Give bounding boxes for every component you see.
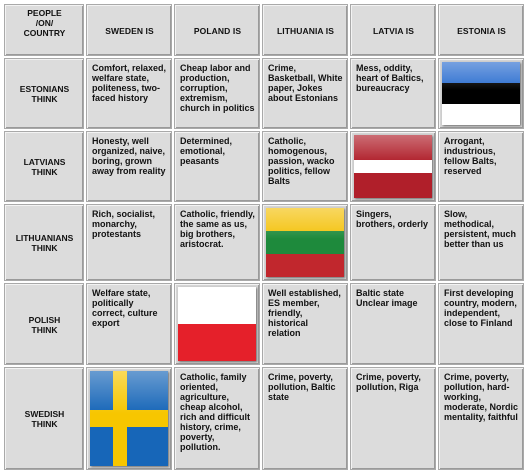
flag-gloss [178,287,256,320]
table-cell: Baltic state Unclear image [350,283,436,365]
row-header-estonians [4,58,84,129]
estonia-flag-icon [442,62,520,125]
flag-gloss [90,371,168,414]
column-header-estonia: ESTONIA IS [438,4,524,56]
table-cell: Catholic, homogenous, passion, wacko politics, fellow Balts [262,131,348,202]
row-header-polish [4,283,84,365]
column-header-sweden: SWEDEN IS [86,4,172,56]
row-header-lithuanians [4,204,84,281]
column-header-lithuania: LITHUANIA IS [262,4,348,56]
row-header-line: LITHUANIANS [15,233,74,243]
lithuania-flag-icon [266,208,344,277]
row-header-line: THINK [31,419,58,429]
row-header-line: THINK [31,324,58,335]
corner-header [4,4,84,56]
table-row [4,131,524,202]
row-header-line: SWEDISH [24,409,65,419]
sweden-flag-icon [90,371,168,466]
header-row [4,4,524,56]
corner-line: COUNTRY [23,28,66,38]
flag-stripe [266,254,344,277]
table-cell: First developing country, modern, independent, close to Finland [438,283,524,365]
row-header-line: POLISH [28,314,61,325]
table-cell: Singers, brothers, orderly [350,204,436,281]
row-header-line: ESTONIANS [19,84,70,94]
flag-stripe [442,104,520,125]
column-header-poland: POLAND IS [174,4,260,56]
flag-cell-poland [174,283,260,365]
flag-cell-sweden [86,367,172,470]
row-header-line: LATVIANS [23,157,66,167]
table-cell: Crime, poverty, pollution, hard-working, moderate, Nordic mentality, faithful [438,367,524,470]
table-row [4,283,524,365]
corner-line: /ON/ [35,18,54,28]
table-cell: Rich, socialist, monarchy, protestants [86,204,172,281]
row-header-line: THINK [31,94,58,104]
poland-flag-icon [178,287,256,361]
table-row [4,367,524,470]
table-cell: Welfare state, politically correct, culture export [86,283,172,365]
row-header-swedish [4,367,84,470]
flag-cell-lithuania [262,204,348,281]
flag-cell-latvia [350,131,436,202]
table-cell: Well established, ES member, friendly, historical relation [262,283,348,365]
table-cell: Catholic, friendly, the same as us, big brothers, aristocrat. [174,204,260,281]
table-cell: Crime, poverty, pollution, Baltic state [262,367,348,470]
flag-stripe [354,173,432,198]
flag-gloss [354,135,432,163]
column-header-latvia: LATVIA IS [350,4,436,56]
table-cell: Crime, poverty, pollution, Riga [350,367,436,470]
table-cell: Crime, Basketball, White paper, Jokes about Estonians [262,58,348,129]
table-row [4,58,524,129]
stereotypes-table [2,2,526,472]
latvia-flag-icon [354,135,432,198]
row-header-line: THINK [31,243,58,253]
table-cell: Arrogant, industrious, fellow Balts, reserved [438,131,524,202]
table-cell: Mess, oddity, heart of Baltics, bureaucracy [350,58,436,129]
flag-gloss [266,208,344,239]
table-cell: Slow, methodical, persistent, much better than us [438,204,524,281]
row-header-line: THINK [31,167,58,177]
row-header-latvians [4,131,84,202]
corner-line: PEOPLE [27,8,62,18]
flag-cell-estonia [438,58,524,129]
table-row [4,204,524,281]
flag-stripe [178,324,256,361]
table-cell: Comfort, relaxed, welfare state, politeness, two-faced history [86,58,172,129]
table-cell: Cheap labor and production, corruption, extremism, church in politics [174,58,260,129]
table-cell: Determined, emotional, peasants [174,131,260,202]
flag-gloss [442,62,520,90]
table-cell: Honesty, well organized, naive, boring, grown away from reality [86,131,172,202]
table-cell: Catholic, family oriented, agriculture, cheap alcohol, rich and difficult history, crime, poverty, pollution. [174,367,260,470]
